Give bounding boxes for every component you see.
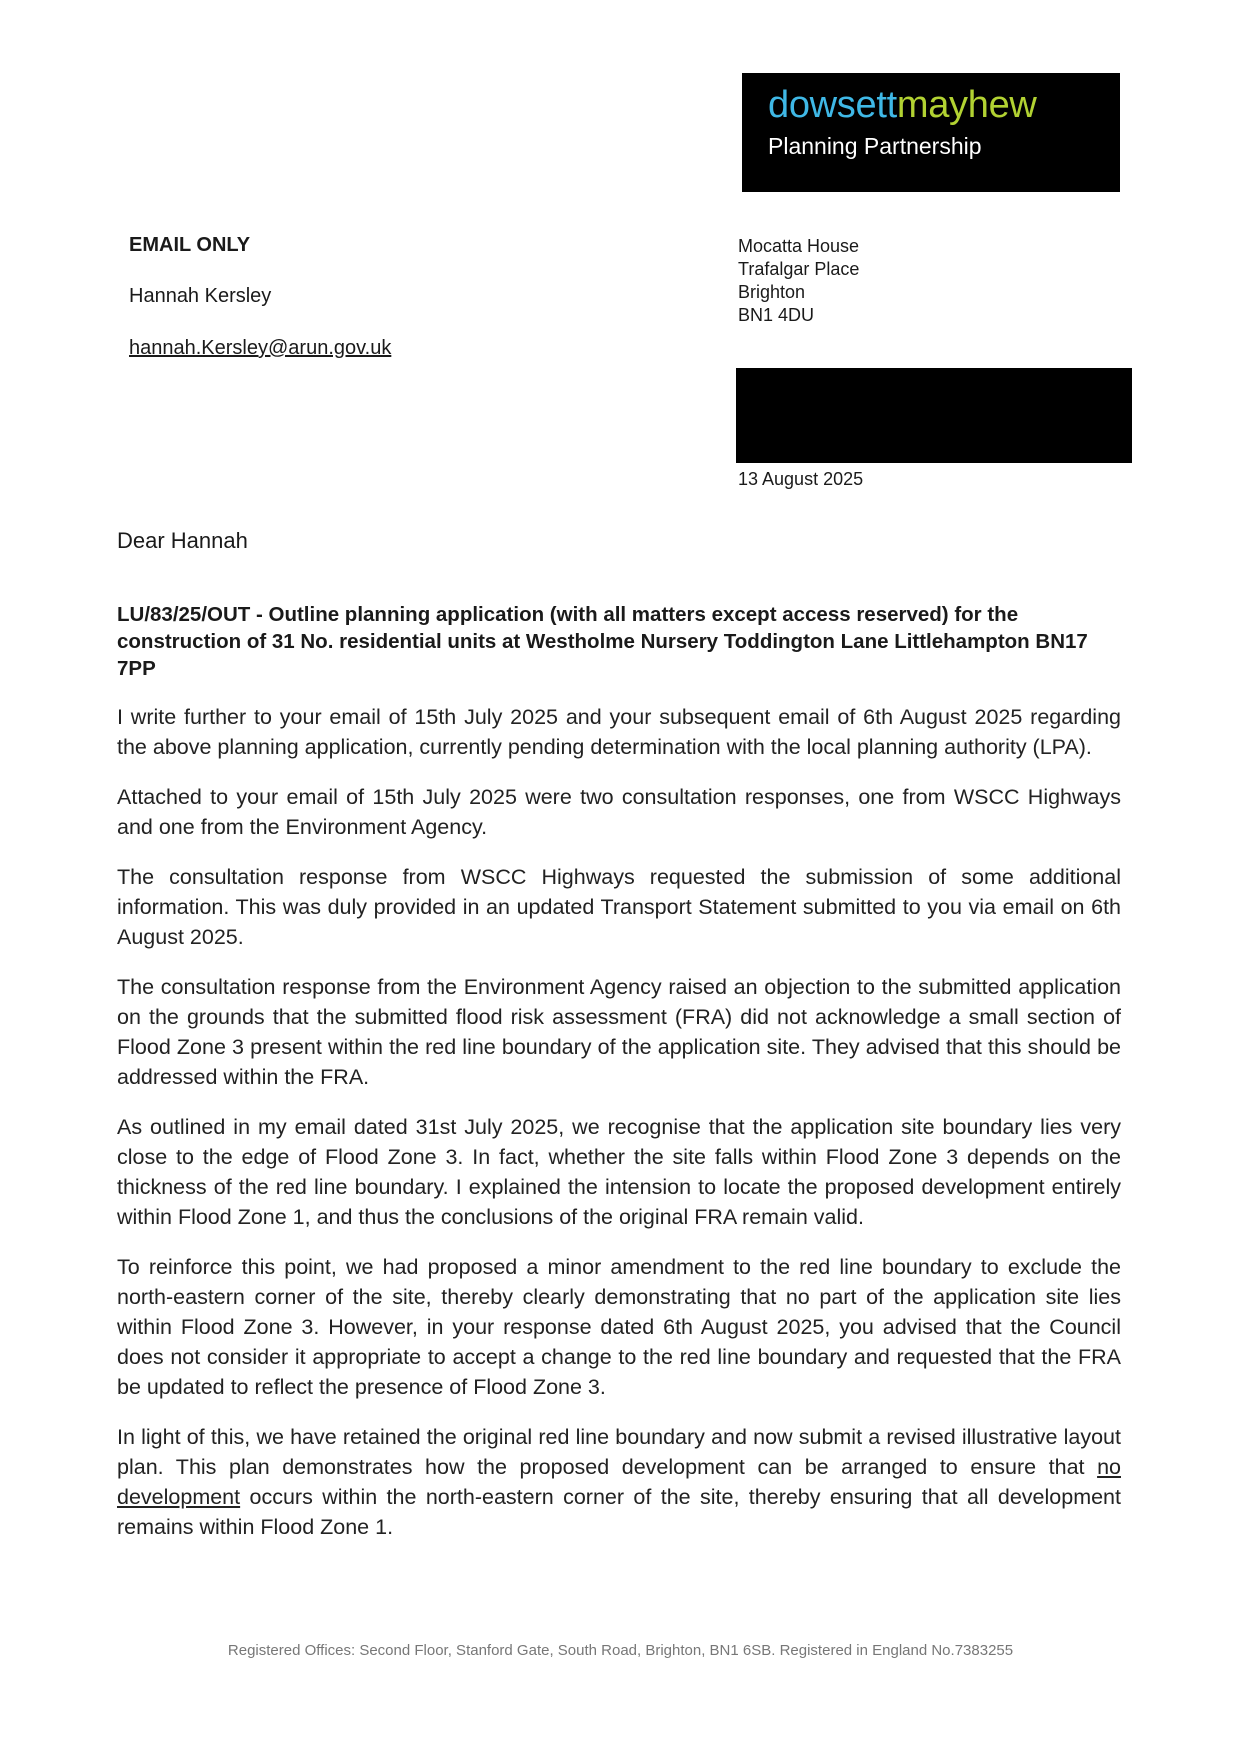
body-paragraph: I write further to your email of 15th July 2025 and your subsequent email of 6th August 2025 regarding the above planning application, currently pending determination with the local planning authority (LPA). bbox=[117, 705, 1121, 759]
address-line: Trafalgar Place bbox=[738, 259, 860, 279]
body-paragraph: To reinforce this point, we had proposed a minor amendment to the red line boundary to exclude the north-eastern corner of the site, thereby clearly demonstrating that no part of the application site lies within Flood Zone 3. However, in your response dated 6th August 2025, you advised that the Council does not consider it appropriate to accept a change to the red line boundary and requested that the FRA be updated to reflect the presence of Flood Zone 3. bbox=[117, 1255, 1121, 1399]
delivery-method: EMAIL ONLY bbox=[129, 234, 251, 256]
letter-body bbox=[117, 702, 1121, 1562]
sender-address bbox=[738, 235, 859, 327]
letter-date: 13 August 2025 bbox=[738, 469, 864, 489]
company-logo bbox=[742, 73, 1120, 192]
redacted-block bbox=[736, 368, 1132, 463]
logo-brand bbox=[768, 85, 1120, 127]
recipient-name: Hannah Kersley bbox=[129, 285, 272, 307]
recipient-block bbox=[129, 234, 391, 360]
logo-subtitle: Planning Partnership bbox=[768, 132, 982, 159]
subject-heading: LU/83/25/OUT - Outline planning application (with all matters except access reserved) for the construction of 31 No. residential units at Westholme Nursery Toddington Lane Littlehampton BN17 7PP bbox=[117, 603, 1088, 680]
address-line: BN1 4DU bbox=[738, 305, 815, 325]
paragraph-text: In light of this, we have retained the original red line boundary and now submit a revised illustrative layout plan. This plan demonstrates how the proposed development can be arranged to ensure that bbox=[117, 1425, 1121, 1479]
body-paragraph: The consultation response from the Environment Agency raised an objection to the submitted application on the grounds that the submitted flood risk assessment (FRA) did not acknowledge a small section of Flood Zone 3 present within the red line boundary of the application site. They advised that this should be addressed within the FRA. bbox=[117, 975, 1121, 1089]
underlined-emphasis: no development bbox=[117, 1455, 1121, 1509]
footer-registered-office: Registered Offices: Second Floor, Stanford Gate, South Road, Brighton, BN1 6SB. Registered in England No.7383255 bbox=[227, 1642, 1014, 1659]
recipient-email-link[interactable]: hannah.Kersley@arun.gov.uk bbox=[129, 337, 392, 359]
address-line: Brighton bbox=[738, 282, 806, 302]
logo-brand-part1: dowsett bbox=[768, 84, 897, 126]
salutation: Dear Hannah bbox=[117, 528, 248, 553]
logo-brand-part2: mayhew bbox=[896, 84, 1037, 126]
body-paragraph-last bbox=[117, 1422, 1121, 1542]
body-paragraph: Attached to your email of 15th July 2025 were two consultation responses, one from WSCC Highways and one from the Environment Agency. bbox=[117, 785, 1121, 839]
body-paragraph: The consultation response from WSCC Highways requested the submission of some additional information. This was duly provided in an updated Transport Statement submitted to you via email on 6th August 2025. bbox=[117, 865, 1121, 949]
address-line: Mocatta House bbox=[738, 236, 860, 256]
paragraph-text: occurs within the north-eastern corner of the site, thereby ensuring that all development remains within Flood Zone 1. bbox=[117, 1485, 1121, 1539]
body-paragraph: As outlined in my email dated 31st July 2025, we recognise that the application site boundary lies very close to the edge of Flood Zone 3. In fact, whether the site falls within Flood Zone 3 depends on the thickness of the red line boundary. I explained the intension to locate the proposed development entirely within Flood Zone 1, and thus the conclusions of the original FRA remain valid. bbox=[117, 1115, 1121, 1229]
